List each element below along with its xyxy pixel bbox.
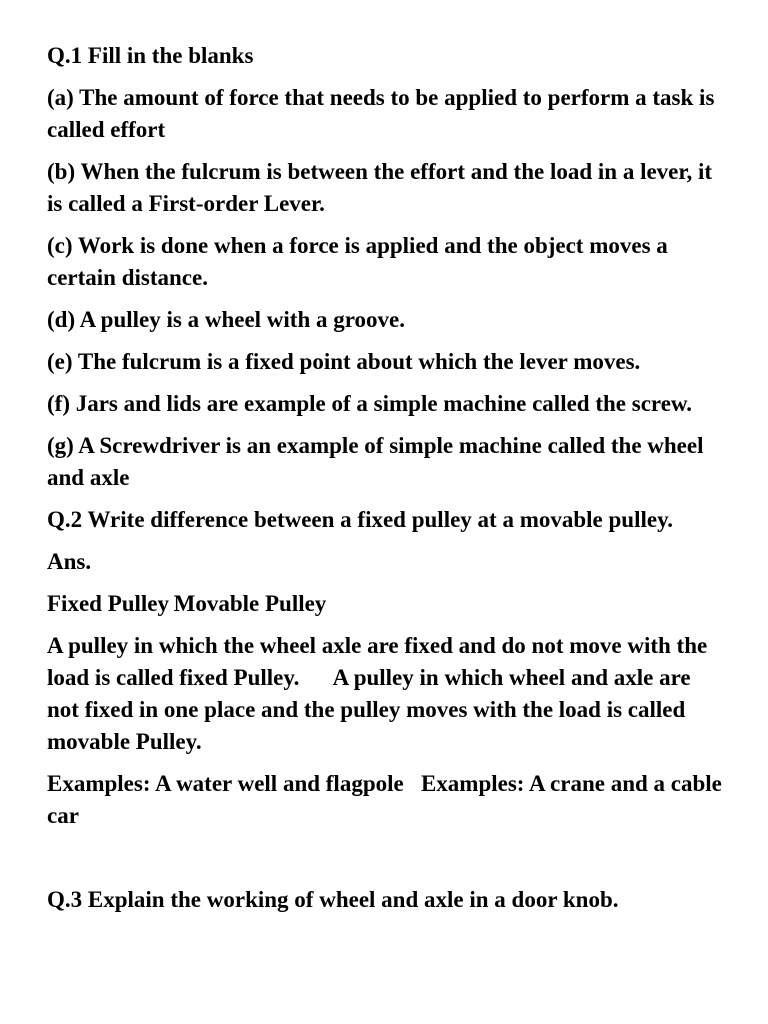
q1-item-a: (a) The amount of force that needs to be applied to perform a task is called effort — [47, 85, 721, 142]
q1-item-g: (g) A Screwdriver is an example of simple machine called the wheel and axle — [47, 433, 710, 490]
q1-item-d: (d) A pulley is a wheel with a groove. — [47, 307, 406, 332]
q2-definitions: A pulley in which the wheel axle are fixed and do not move with the load is called fixed Pulley. A pulley in which wheel and axle are not fixed in one place and the pulley moves with the load is called movable Pulley. — [47, 633, 713, 754]
blank-spacer — [47, 842, 728, 884]
q3-heading: Q.3 Explain the working of wheel and axle in a door knob. — [47, 887, 619, 912]
q2-ans-label: Ans. — [47, 549, 92, 574]
q2-column-headers: Fixed Pulley Movable Pulley — [47, 591, 327, 616]
q2-heading: Q.2 Write difference between a fixed pulley at a movable pulley. — [47, 507, 674, 532]
q1-item-e: (e) The fulcrum is a fixed point about which the lever moves. — [47, 349, 641, 374]
q1-heading: Q.1 Fill in the blanks — [47, 43, 254, 68]
q1-item-c: (c) Work is done when a force is applied and the object moves a certain distance. — [47, 233, 674, 290]
q1-item-f: (f) Jars and lids are example of a simple machine called the screw. — [47, 391, 692, 416]
q1-item-b: (b) When the fulcrum is between the effort and the load in a lever, it is called a First-order Lever. — [47, 159, 718, 216]
q2-examples: Examples: A water well and flagpole Examples: A crane and a cable car — [47, 771, 728, 828]
